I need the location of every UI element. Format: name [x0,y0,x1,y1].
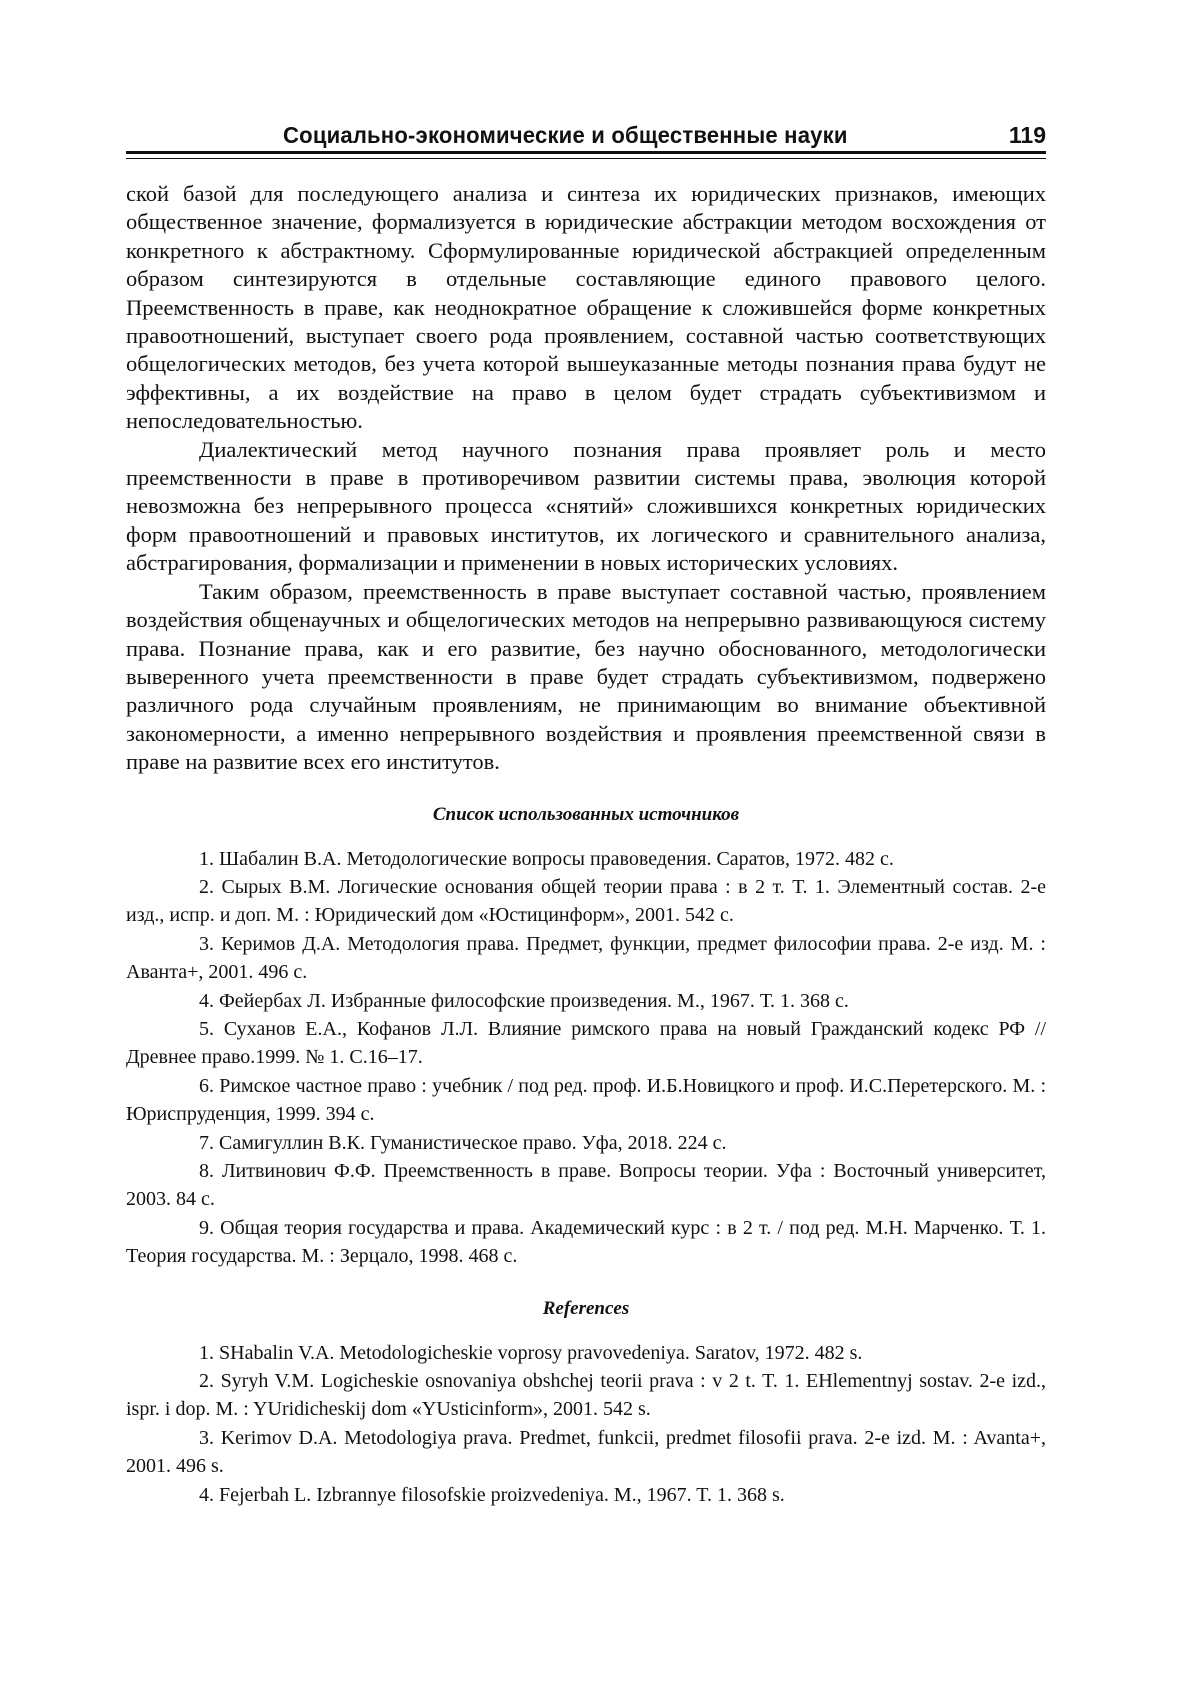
source-item: 5. Суханов Е.А., Кофанов Л.Л. Влияние римского права на новый Гражданский кодекс РФ // Древнее право.1999. № 1. С.16–17. [126,1017,1046,1069]
header-title: Социально-экономические и общественные науки [283,122,848,148]
references-heading: References [542,1297,630,1319]
sources-list [126,845,1046,1271]
running-header [126,120,1046,150]
source-item: 2. Сырых В.М. Логические основания общей теории права : в 2 т. Т. 1. Элементный состав. 2-е изд., испр. и доп. М. : Юридический дом «Юстицинформ», 2001. 542 с. [126,875,1046,927]
page-number: 119 [1008,122,1046,148]
reference-item: 4. Fejerbah L. Izbrannye filosofskie proizvedeniya. M., 1967. T. 1. 368 s. [199,1483,785,1506]
source-item: 7. Самигуллин В.К. Гуманистическое право. Уфа, 2018. 224 с. [199,1131,727,1154]
source-item: 1. Шабалин В.А. Методологические вопросы правоведения. Саратов, 1972. 482 с. [199,847,894,870]
source-item: 4. Фейербах Л. Избранные философские произведения. М., 1967. Т. 1. 368 с. [199,989,849,1012]
sources-heading: Список использованных источников [432,803,740,825]
header-rule-thin [126,158,1046,159]
source-item: 8. Литвинович Ф.Ф. Преемственность в праве. Вопросы теории. Уфа : Восточный университет, 2003. 84 с. [126,1160,1046,1211]
paragraph: ской базой для последующего анализа и синтеза их юридических признаков, имеющих общественное значение, формализуется в юридические абстракции методом восхождения от конкретного к абстрактному. Сформулированные юридической абстракцией определенным образом синтезируются в отдельные составляющие единого правового целого. Преемственность в праве, как неоднократное обращение к сложившейся форме конкретных правоотношений, выступает своего рода проявлением, составной частью соответствующих общелогических методов, без учета которой вышеуказанные методы познания права будут не эффективны, а их воздействие на право в целом будет страдать субъективизмом и непоследовательностью. [126,181,1046,434]
header-rule-thick [126,151,1046,154]
references-list [126,1339,1046,1509]
source-item: 9. Общая теория государства и права. Академический курс : в 2 т. / под ред. М.Н. Марченко. Т. 1. Теория государства. М. : Зерцало, 1998. 468 с. [126,1216,1046,1268]
reference-item: 3. Kerimov D.A. Metodologiya prava. Predmet, funkcii, predmet filosofii prava. 2-e izd. M. : Avanta+, 2001. 496 s. [126,1426,1046,1478]
paragraph: Таким образом, преемственность в праве выступает составной частью, проявлением воздействия общенаучных и общелогических методов на непрерывно развивающуюся систему права. Познание права, как и его развитие, без научно обоснованного, методологически выверенного учета преемственности в праве будет страдать субъективизмом, подвержено различного рода случайным проявлениям, не принимающим во внимание объективной закономерности, а именно непрерывного воздействия и проявления преемственной связи в праве на развитие всех его институтов. [126,578,1046,775]
reference-item: 1. SHabalin V.A. Metodologicheskie voprosy pravovedeniya. Saratov, 1972. 482 s. [199,1341,863,1364]
source-item: 6. Римское частное право : учебник / под ред. проф. И.Б.Новицкого и проф. И.С.Перетерского. М. : Юриспруденция, 1999. 394 с. [126,1074,1046,1126]
paragraph: Диалектический метод научного познания права проявляет роль и место преемственности в праве в противоречивом развитии системы права, эволюция которой невозможна без непрерывного процесса «снятий» сложившихся конкретных юридических форм правоотношений и правовых институтов, их логического и сравнительного анализа, абстрагирования, формализации и применении в новых исторических условиях. [126,436,1046,576]
source-item: 3. Керимов Д.А. Методология права. Предмет, функции, предмет философии права. 2-е изд. М. : Аванта+, 2001. 496 с. [126,932,1046,984]
article-body [126,180,1046,1509]
reference-item: 2. Syryh V.M. Logicheskie osnovaniya obshchej teorii prava : v 2 t. T. 1. EHlementnyj sostav. 2-e izd., ispr. i dop. M. : YUridicheskij dom «YUsticinform», 2001. 542 s. [126,1370,1046,1421]
